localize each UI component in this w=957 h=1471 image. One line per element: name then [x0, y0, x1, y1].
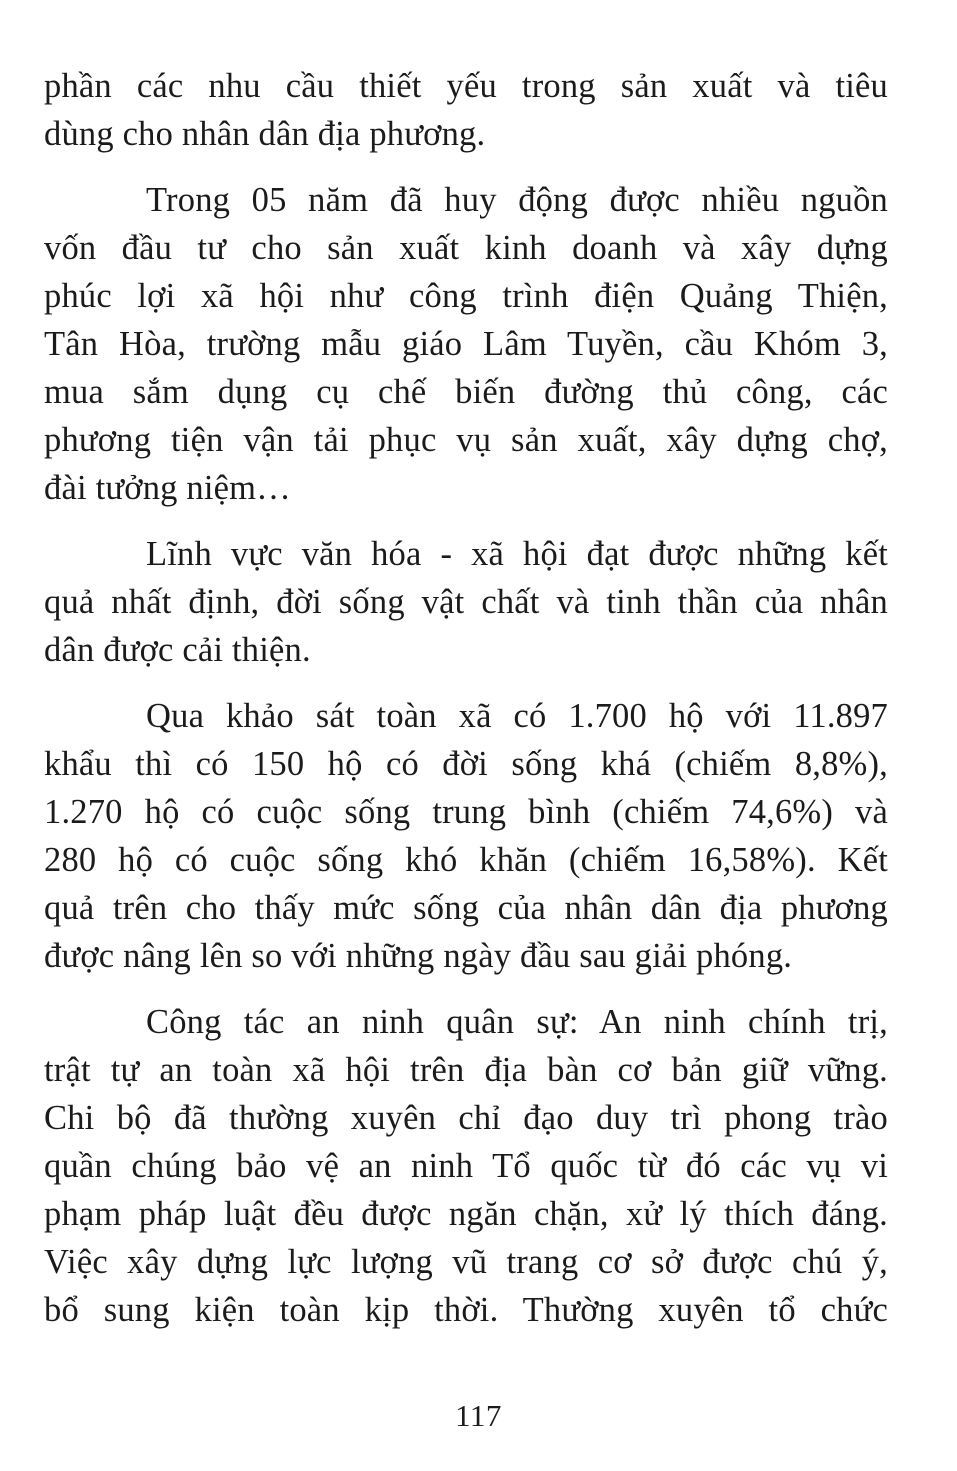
paragraph	[44, 62, 888, 158]
paragraph	[44, 998, 888, 1334]
text-line: trật tự an toàn xã hội trên địa bàn cơ bản giữ vững.	[44, 1051, 888, 1089]
text-line: dùng cho nhân dân địa phương.	[44, 115, 486, 153]
text-line: được nâng lên so với những ngày đầu sau giải phóng.	[44, 937, 793, 975]
text-line: quả trên cho thấy mức sống của nhân dân địa phương	[44, 889, 888, 927]
text-line: Chi bộ đã thường xuyên chỉ đạo duy trì phong trào	[44, 1099, 888, 1137]
paragraph	[44, 692, 888, 980]
text-line: 1.270 hộ có cuộc sống trung bình (chiếm 74,6%) và	[44, 793, 888, 831]
text-line: vốn đầu tư cho sản xuất kinh doanh và xây dựng	[44, 229, 888, 267]
text-line: Công tác an ninh quân sự: An ninh chính trị,	[146, 1003, 888, 1041]
text-line: phạm pháp luật đều được ngăn chặn, xử lý thích đáng.	[44, 1195, 888, 1233]
page-body	[44, 62, 888, 1392]
text-line: bổ sung kiện toàn kịp thời. Thường xuyên tổ chức	[44, 1291, 888, 1329]
paragraph	[44, 530, 888, 674]
text-line: 280 hộ có cuộc sống khó khăn (chiếm 16,58%). Kết	[44, 841, 888, 879]
text-line: dân được cải thiện.	[44, 631, 311, 669]
text-line: đài tưởng niệm…	[44, 469, 291, 507]
text-line: phần các nhu cầu thiết yếu trong sản xuất và tiêu	[44, 67, 888, 105]
text-line: Tân Hòa, trường mẫu giáo Lâm Tuyền, cầu Khóm 3,	[44, 325, 888, 363]
text-line: phương tiện vận tải phục vụ sản xuất, xây dựng chợ,	[44, 421, 888, 459]
text-line: quần chúng bảo vệ an ninh Tổ quốc từ đó các vụ vi	[44, 1147, 888, 1185]
text-line: Lĩnh vực văn hóa - xã hội đạt được những kết	[146, 535, 888, 573]
page-number: 117	[455, 1398, 502, 1433]
text-line: quả nhất định, đời sống vật chất và tinh thần của nhân	[44, 583, 888, 621]
text-line: Việc xây dựng lực lượng vũ trang cơ sở được chú ý,	[44, 1243, 888, 1281]
text-line: Qua khảo sát toàn xã có 1.700 hộ với 11.897	[146, 697, 888, 735]
paragraph	[44, 176, 888, 512]
text-line: Trong 05 năm đã huy động được nhiều nguồn	[146, 181, 888, 219]
text-line: phúc lợi xã hội như công trình điện Quảng Thiện,	[44, 277, 888, 315]
text-line: khẩu thì có 150 hộ có đời sống khá (chiếm 8,8%),	[44, 745, 888, 783]
text-line: mua sắm dụng cụ chế biến đường thủ công, các	[44, 373, 888, 411]
